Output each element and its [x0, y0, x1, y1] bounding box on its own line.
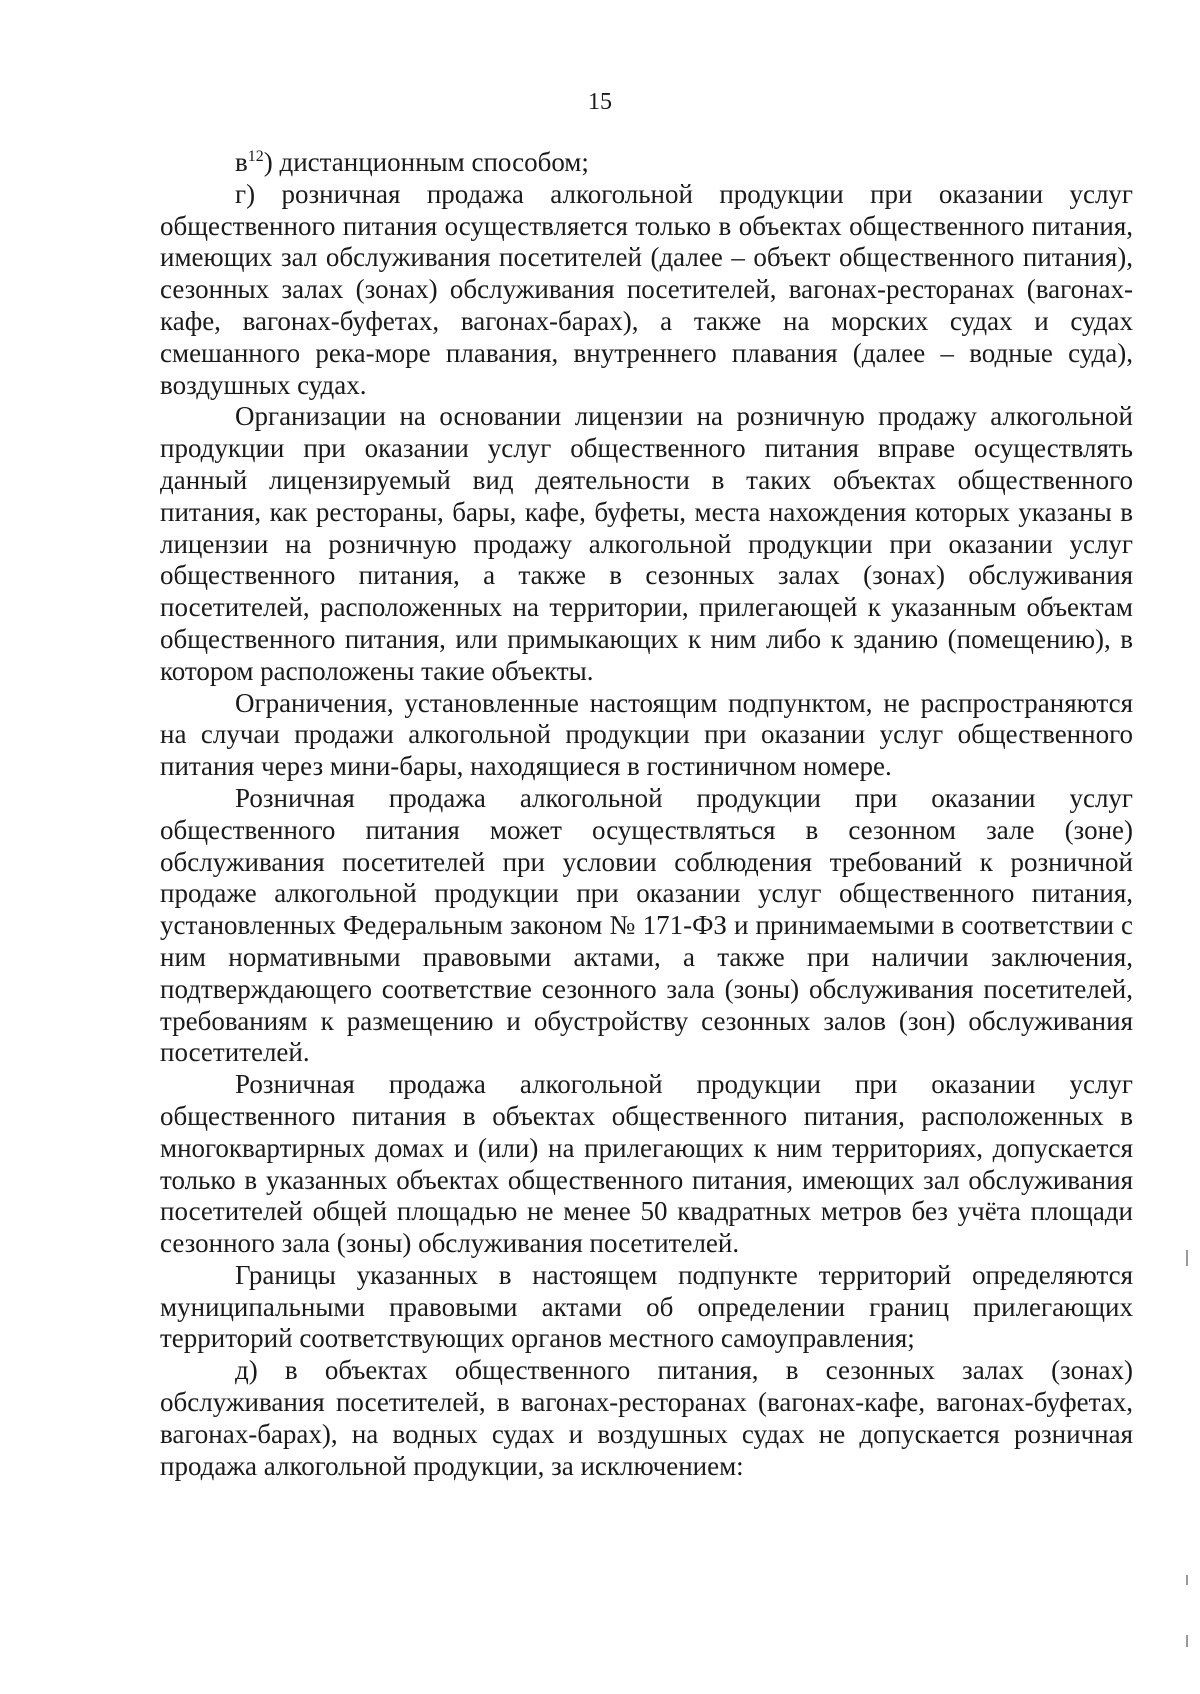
paragraph-apartment-buildings: Розничная продажа алкогольной продукции при оказании услуг общественного питания в объектах общественного питания, расположенных в многоквартирных домах и (или) на прилегающих к ним территориях, допускается только в указанных объектах общественного питания, имеющих зал обслуживания посетителей общей площадью не менее 50 квадратных метров без учёта площади сезонного зала (зоны) обслуживания посетителей. — [160, 1069, 1133, 1259]
paragraph-seasonal-hall: Розничная продажа алкогольной продукции при оказании услуг общественного питания может осуществляться в сезонном зале (зоне) обслуживания посетителей при условии соблюдения требований к розничной продаже алкогольной продукции при оказании услуг общественного питания, установленных Федеральным законом № 171-ФЗ и принимаемыми в соответствии с ним нормативными правовыми актами, а также при наличии заключения, подтверждающего соответствие сезонного зала (зоны) обслуживания посетителей, требованиям к размещению и обустройству сезонных залов (зон) обслуживания посетителей. — [160, 782, 1133, 1068]
scan-margin-mark — [1186, 1575, 1188, 1585]
page-number: 15 — [588, 89, 612, 115]
paragraph-licensed-organizations: Организации на основании лицензии на розничную продажу алкогольной продукции при оказании услуг общественного питания вправе осуществлять данный лицензируемый вид деятельности в таких объектах общественного питания, как рестораны, бары, кафе, буфеты, места нахождения которых указаны в лицензии на розничную продажу алкогольной продукции при оказании услуг общественного питания, а также в сезонных залах (зонах) обслуживания посетителей, расположенных на территории, прилегающей к указанным объектам общественного питания, или примыкающих к ним либо к зданию (помещению), в котором расположены такие объекты. — [160, 401, 1133, 686]
scan-margin-mark — [1186, 1635, 1188, 1647]
document-body — [160, 147, 1133, 1482]
paragraph-item-g: г) розничная продажа алкогольной продукции при оказании услуг общественного питания осуществляется только в объектах общественного питания, имеющих зал обслуживания посетителей (далее – объект общественного питания), сезонных залах (зонах) обслуживания посетителей, вагонах-ресторанах (вагонах-кафе, вагонах-буфетах, вагонах-барах), а также на морских судах и судах смешанного река-море плавания, внутреннего плавания (далее – водные суда), воздушных судах. — [160, 178, 1133, 400]
scan-margin-mark — [1186, 1250, 1188, 1266]
paragraph-item-d: д) в объектах общественного питания, в сезонных залах (зонах) обслуживания посетителей, в вагонах-ресторанах (вагонах-кафе, вагонах-буфетах, вагонах-барах), на водных судах и воздушных судах не допускается розничная продажа алкогольной продукции, за исключением: — [160, 1355, 1133, 1481]
paragraph-item-v12 — [160, 147, 1133, 179]
item-superscript: 12 — [247, 148, 264, 165]
paragraph-restrictions-exception: Ограничения, установленные настоящим подпунктом, не распространяются на случаи продажи алкогольной продукции при оказании услуг общественного питания через мини-бары, находящиеся в гостиничном номере. — [160, 687, 1133, 782]
item-letter: в — [235, 147, 248, 177]
item-text: ) дистанционным способом; — [263, 147, 589, 177]
paragraph-territory-boundaries: Границы указанных в настоящем подпункте территорий определяются муниципальными правовыми актами об определении границ прилегающих территорий соответствующих органов местного самоуправления; — [160, 1259, 1133, 1354]
